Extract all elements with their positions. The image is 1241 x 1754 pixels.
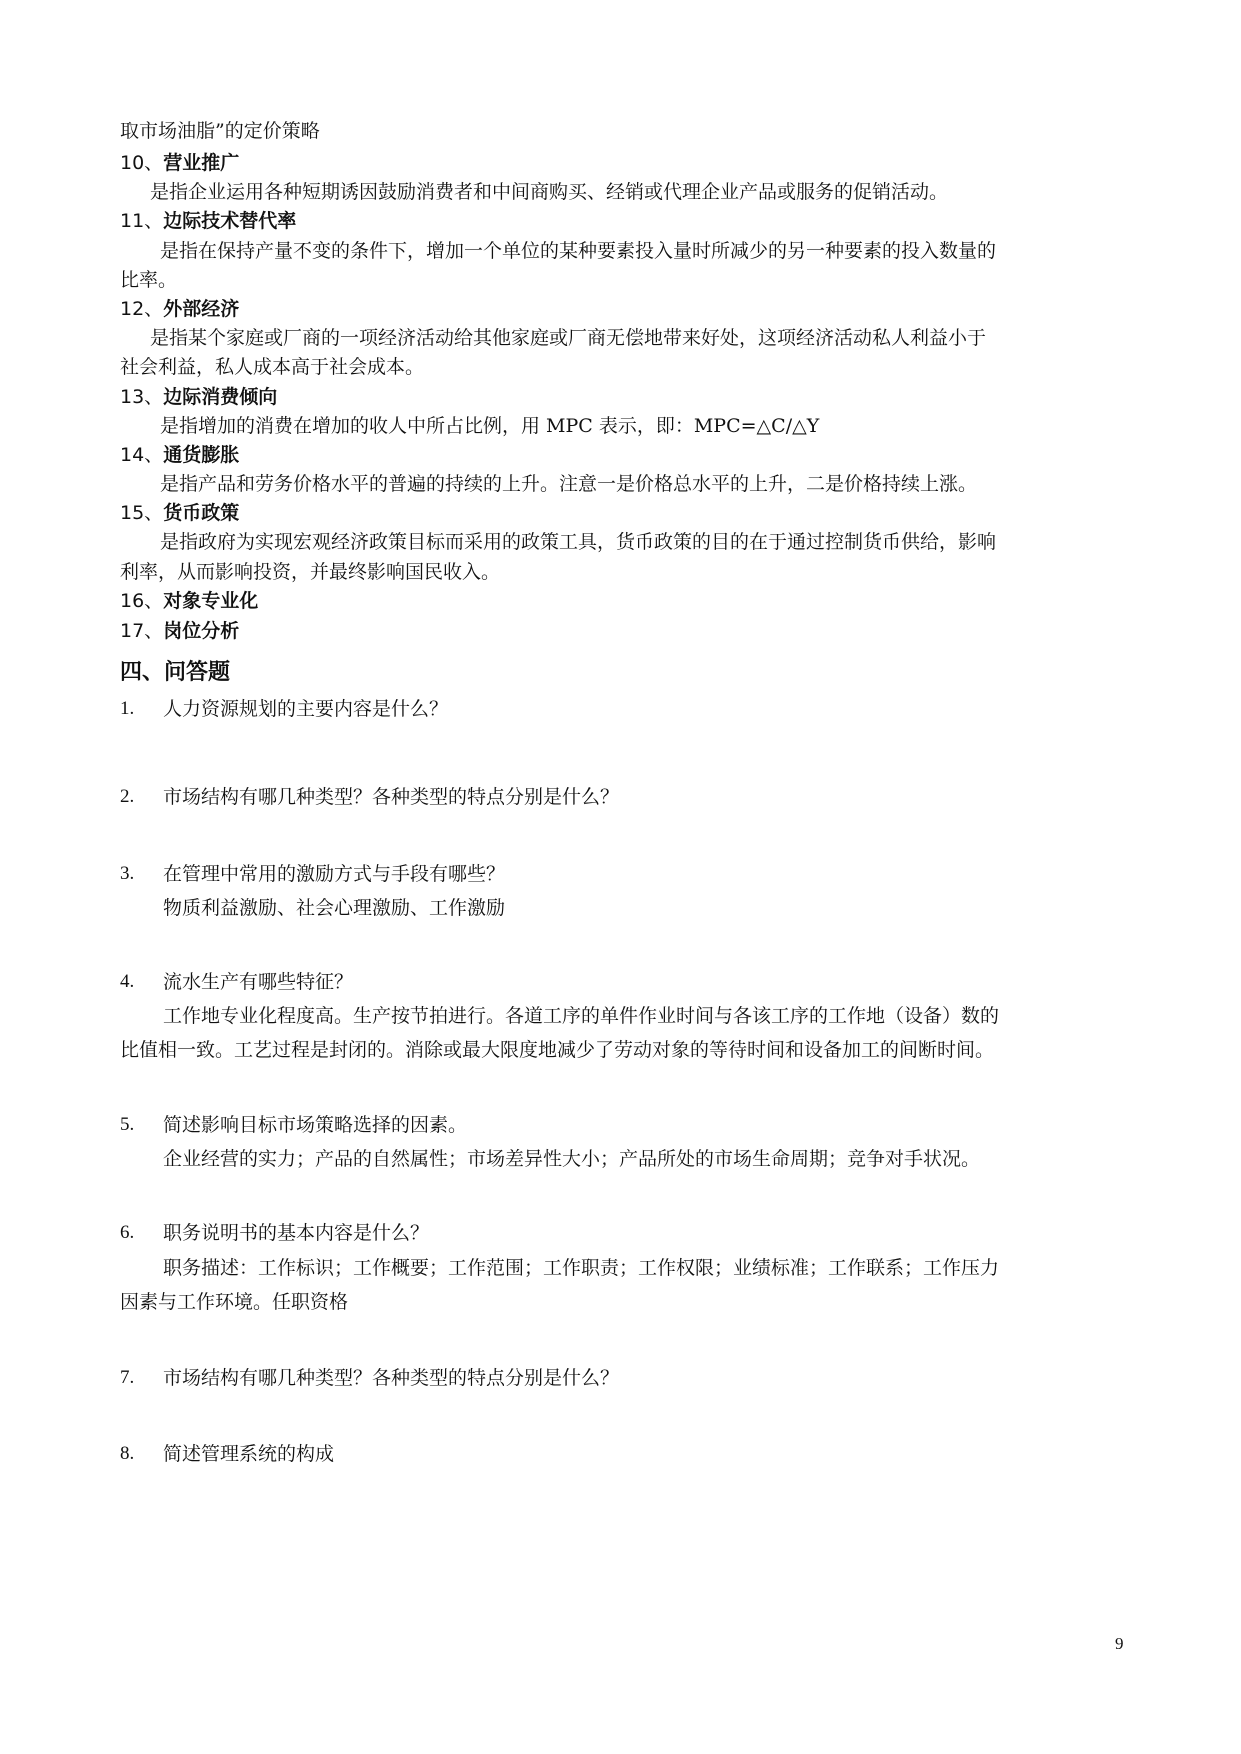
- term-heading: [120, 443, 239, 467]
- answer-text: 工作地专业化程度高。生产按节拍进行。各道工序的单件作业时间与各该工序的工作地（设备）数的: [163, 1005, 1000, 1027]
- question-text: 流水生产有哪些特征？: [163, 971, 354, 993]
- term-body: 比率。: [120, 269, 178, 291]
- term-body: 是指某个家庭或厂商的一项经济活动给其他家庭或厂商无偿地带来好处，这项经济活动私人利益小于: [150, 327, 987, 349]
- answer-text: 物质利益激励、社会心理激励、工作激励: [163, 897, 506, 919]
- term-title: 边际消费倾向: [163, 386, 278, 408]
- term-body: 是指增加的消费在增加的收人中所占比例，用 MPC 表示，即：MPC=△C/△Y: [160, 415, 820, 437]
- page-number: 9: [1115, 1634, 1124, 1653]
- term-body: 利率，从而影响投资，并最终影响国民收入。: [120, 561, 501, 583]
- answer-text: 职务描述：工作标识；工作概要；工作范围；工作职责；工作权限；业绩标准；工作联系；工作压力: [163, 1257, 1000, 1279]
- question-text: 在管理中常用的激励方式与手段有哪些？: [163, 863, 506, 885]
- continued-text: 取市场油脂”的定价策略: [120, 120, 320, 142]
- term-title: 外部经济: [163, 298, 240, 320]
- term-title: 对象专业化: [163, 590, 259, 612]
- question-number: 6.: [120, 1222, 135, 1243]
- term-body: 是指企业运用各种短期诱因鼓励消费者和中间商购买、经销或代理企业产品或服务的促销活动。: [150, 181, 949, 203]
- term-heading: [120, 619, 239, 643]
- term-number: 15、: [120, 502, 164, 524]
- term-heading: [120, 209, 296, 233]
- question-text: 市场结构有哪几种类型？各种类型的特点分别是什么？: [163, 1367, 620, 1389]
- answer-text: 企业经营的实力；产品的自然属性；市场差异性大小；产品所处的市场生命周期；竞争对手状况。: [163, 1148, 981, 1170]
- term-number: 14、: [120, 444, 164, 466]
- term-title: 通货膨胀: [163, 444, 240, 466]
- question-text: 简述管理系统的构成: [163, 1443, 335, 1465]
- term-number: 11、: [120, 210, 164, 232]
- term-heading: [120, 385, 277, 409]
- term-number: 17、: [120, 620, 164, 642]
- term-title: 边际技术替代率: [163, 210, 297, 232]
- question-number: 8.: [120, 1443, 135, 1464]
- question-number: 5.: [120, 1114, 135, 1135]
- question-text: 人力资源规划的主要内容是什么？: [163, 698, 449, 720]
- term-body: 是指产品和劳务价格水平的普遍的持续的上升。注意一是价格总水平的上升，二是价格持续上涨。: [160, 473, 978, 495]
- term-number: 13、: [120, 386, 164, 408]
- question-number: 3.: [120, 863, 135, 884]
- question-text: 市场结构有哪几种类型？各种类型的特点分别是什么？: [163, 786, 620, 808]
- question-text: 职务说明书的基本内容是什么？: [163, 1222, 430, 1244]
- question-text: 简述影响目标市场策略选择的因素。: [163, 1114, 468, 1136]
- term-heading: [120, 589, 258, 613]
- term-title: 货币政策: [163, 502, 240, 524]
- question-number: 7.: [120, 1367, 135, 1388]
- answer-text: 因素与工作环境。任职资格: [120, 1291, 349, 1313]
- term-body: 社会利益，私人成本高于社会成本。: [120, 356, 425, 378]
- term-heading: [120, 501, 239, 525]
- term-number: 10、: [120, 152, 164, 174]
- term-number: 12、: [120, 298, 164, 320]
- term-body: 是指在保持产量不变的条件下，增加一个单位的某种要素投入量时所减少的另一种要素的投入数量的: [160, 240, 997, 262]
- question-number: 2.: [120, 786, 135, 807]
- term-heading: [120, 297, 239, 321]
- question-number: 4.: [120, 971, 135, 992]
- section-heading: 四、问答题: [120, 660, 231, 685]
- term-number: 16、: [120, 590, 164, 612]
- term-title: 岗位分析: [163, 620, 240, 642]
- term-body: 是指政府为实现宏观经济政策目标而采用的政策工具，货币政策的目的在于通过控制货币供给，影响: [160, 531, 997, 553]
- term-title: 营业推广: [163, 152, 240, 174]
- answer-text: 比值相一致。工艺过程是封闭的。消除或最大限度地减少了劳动对象的等待时间和设备加工的间断时间。: [120, 1039, 995, 1061]
- question-number: 1.: [120, 698, 135, 719]
- term-heading: [120, 151, 239, 175]
